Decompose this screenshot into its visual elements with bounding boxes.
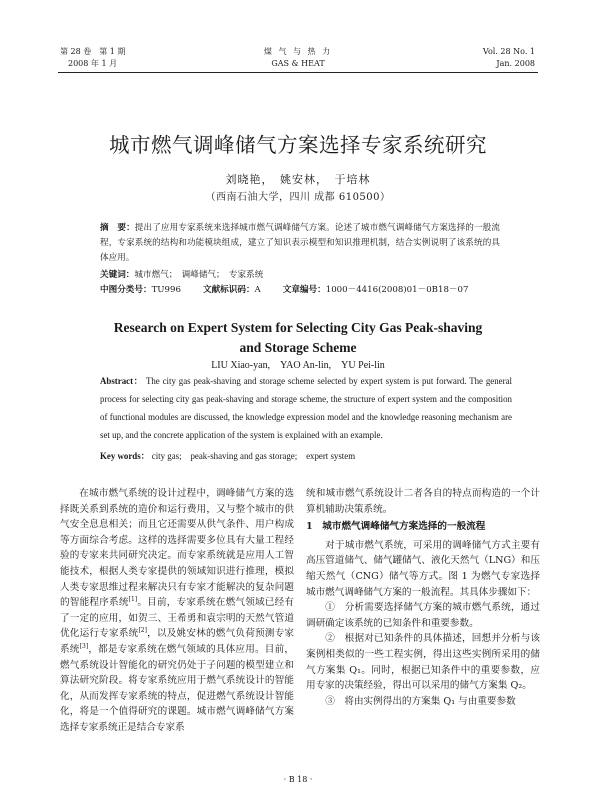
header-journal-en: GAS & HEAT — [271, 59, 325, 68]
intro-continuation: 统和城市燃气系统设计二者各自的特点而构造的一个计算机辅助决策系统。 — [306, 488, 540, 515]
authors-cn: 刘晓艳， 姚安林， 于培林 — [225, 173, 371, 186]
paper-title-en-line2: and Storage Scheme — [239, 340, 357, 355]
citation-1: [1] — [128, 595, 138, 603]
header-journal-cn: 煤 气 与 热 力 — [263, 47, 333, 56]
clc-value: TU996 — [151, 285, 181, 295]
intro-text-c: ，以及姚安林的燃气负荷预测专家系统 — [60, 628, 295, 655]
affiliation-cn: （西南石油大学，四川 成都 610500） — [205, 192, 391, 203]
citation-3: [3] — [79, 642, 89, 650]
clc-label: 中图分类号： — [100, 285, 152, 295]
step-3: ③ 将由实例得出的方案集 Q₁ 与由重要参数 — [325, 695, 516, 707]
section-1-heading: 1 城市燃气调峰储气方案选择的一般流程 — [306, 521, 486, 533]
keywords-en-label: Key words： — [100, 451, 150, 461]
authors-en: LIU Xiao-yan, YAO An-lin, YU Pei-lin — [211, 360, 385, 371]
keywords-cn-text: 城市燃气； 调峰储气； 专家系统 — [134, 270, 264, 280]
citation-2: [2] — [138, 627, 147, 635]
body-right-column — [306, 486, 540, 709]
abstract-cn — [100, 221, 500, 266]
classification-cn — [100, 283, 520, 298]
abstract-en-label: Abstract： — [100, 376, 144, 386]
abstract-en-text: The city gas peak-shaving and storage scheme selected by expert system is put forward. The general process for selecting city gas peak-shaving and storage scheme, the structure of expert system and the composition of functional modules are discussed, the knowledge expression model and the knowledge reasoning mechanism are set up, and the concrete application of the system is explained with an example. — [100, 376, 512, 440]
abstract-cn-label: 摘 要： — [100, 223, 135, 233]
intro-paragraph — [60, 486, 294, 736]
paper-title-en-line1: Research on Expert System for Selecting City Gas Peak-shaving — [113, 320, 483, 335]
keywords-cn — [100, 268, 520, 283]
article-no-label: 文章编号： — [282, 285, 326, 295]
abstract-en — [100, 372, 512, 444]
doc-code-value: A — [254, 285, 261, 295]
page-number: · B 18 · — [283, 775, 313, 784]
keywords-en-text: city gas; peak-shaving and gas storage; expert system — [151, 451, 356, 461]
section-1-paragraph: 对于城市燃气系统，可采用的调峰储气方式主要有高压管道储气、储气罐储气、液化天然气（LNG）和压缩天然气（CNG）储气等方式。图 1 为燃气专家选择城市燃气调峰储气方案的一般流程。其具体步骤如下： — [306, 539, 540, 598]
intro-text-d: ，都是专家系统在燃气领域的具体应用。目前，燃气系统设计智能化的研究仍处于子问题的模型建立和算法研究阶段。将专家系统应用于燃气系统设计的智能化，从而发挥专家系统的特点，促进燃气系统设计智能化，将是一个值得研究的课题。城市燃气调峰储气方案选择专家系统正是结合专家系 — [60, 643, 295, 733]
body-left-column — [60, 486, 294, 736]
header-rule — [58, 72, 538, 73]
keywords-cn-label: 关键词： — [100, 270, 135, 280]
keywords-en — [100, 449, 520, 464]
step-1: ① 分析需要选择储气方案的城市燃气系统，通过调研确定该系统的已知条件和重要参数。 — [306, 602, 540, 629]
doc-code-label: 文献标识码： — [202, 285, 255, 295]
abstract-cn-text: 提出了应用专家系统来选择城市燃气调峰储气方案。论述了城市燃气调峰储气方案选择的一般流程，专家系统的结构和功能模块组成，建立了知识表示模型和知识推理机制，结合实例说明了该系统的具体应用。 — [100, 223, 500, 263]
article-no-value: 1000－4416(2008)01－0B18－07 — [325, 285, 469, 295]
header-date-en: Jan. 2008 — [496, 59, 535, 68]
header-volume: 第 28 卷 第 1 期 — [60, 47, 126, 56]
intro-text-b: 。目前，专家系统在燃气领域已经有了一定的应用，如贺三、王希勇和袁宗明的天然气管道优化运行专家系统 — [60, 597, 295, 640]
paper-title-en — [0, 318, 596, 358]
step-2: ② 根据对已知条件的具体描述，回想并分析与该案例相类似的一些工程实例，得出这些实例所采用的储气方案集 Q₁。同时，根据已知条件中的重要参数，应用专家的决策经验，得出可以采用的储气方案集 Q₂。 — [306, 633, 540, 692]
header-date: 2008 年 1 月 — [68, 59, 118, 68]
intro-text-a: 在城市燃气系统的设计过程中，调峰储气方案的选择既关系到系统的造价和运行费用，又与整个城市的供气安全息息相关；而且它还需要从供气条件、用户构成等方面综合考虑。这样的选择需要多位具有大量工程经验的专家来共同研究决定。而专家系统就是应用人工智能技术，根据人类专家提供的领域知识进行推理，模拟人类专家思维过程来解决只有专家才能解决的复杂问题的智能程序系统 — [60, 488, 294, 609]
header-vol-en: Vol. 28 No. 1 — [482, 47, 535, 56]
paper-title-cn: 城市燃气调峰储气方案选择专家系统研究 — [109, 133, 487, 157]
